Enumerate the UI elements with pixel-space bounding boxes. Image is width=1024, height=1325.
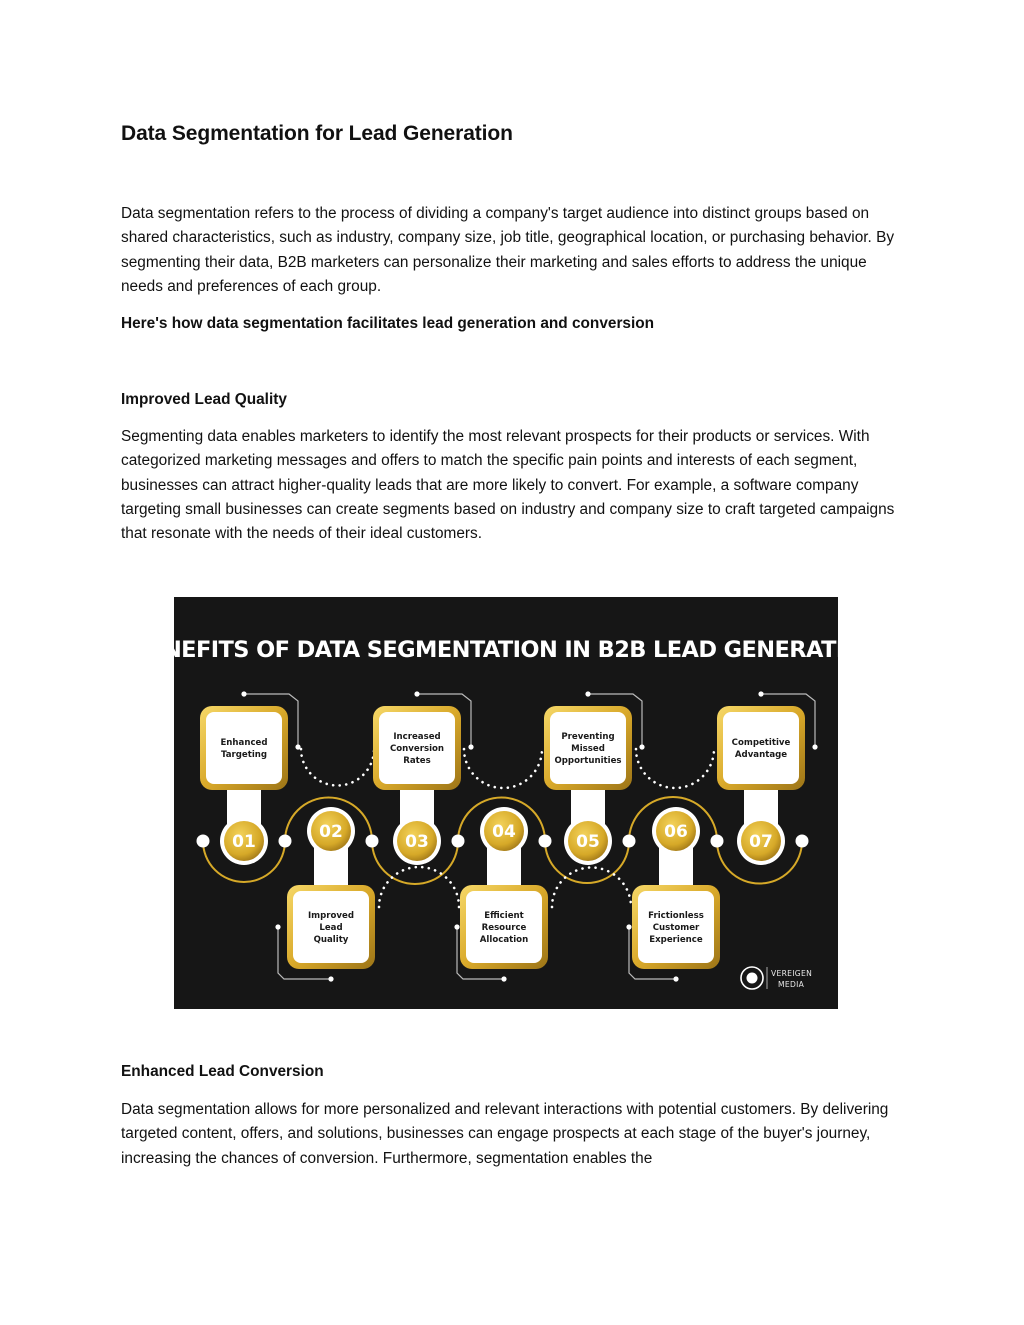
card-label-04-line-2: Resource xyxy=(481,923,527,933)
section-heading-enhanced-lead-conversion: Enhanced Lead Conversion xyxy=(121,1063,324,1080)
section-body-enhanced-lead-conversion: Data segmentation allows for more personalized and relevant interactions with potential customers. By delivering targeted content, offers, and solutions, businesses can engage prospects at each stage of the buyer's journey, increasing the chances of conversion. Furthermore, segmentation enables the xyxy=(121,1101,889,1167)
card-label-06-line-1: Frictionless xyxy=(648,911,704,921)
step-number-07: 07 xyxy=(749,832,773,852)
card-label-03-line-3: Rates xyxy=(403,756,431,766)
step-number-01: 01 xyxy=(232,832,256,852)
benefits-infographic xyxy=(131,597,881,1009)
card-label-03-line-2: Conversion xyxy=(389,744,445,754)
bracket-line-06-end-dot xyxy=(673,976,678,981)
connector-dot-3 xyxy=(366,835,379,848)
card-label-07-line-2: Advantage xyxy=(734,750,788,760)
bracket-line-01-end-dot xyxy=(295,744,300,749)
card-label-05-line-2: Missed xyxy=(571,744,605,754)
card-label-02-line-3: Quality xyxy=(313,935,349,945)
step-number-04: 04 xyxy=(492,822,516,842)
page-title: Data Segmentation for Lead Generation xyxy=(121,122,513,145)
card-label-05-line-1: Preventing xyxy=(561,732,615,742)
bracket-line-02-start-dot xyxy=(275,924,280,929)
card-label-02-line-2: Lead xyxy=(319,923,343,933)
connector-dot-8 xyxy=(796,835,809,848)
brand-name-line1: VEREIGEN xyxy=(771,969,813,978)
dotted-arc-top-2 xyxy=(464,749,542,788)
connector-dot-2 xyxy=(279,835,292,848)
card-label-05-line-3: Opportunities xyxy=(554,756,622,766)
connector-dot-7 xyxy=(711,835,724,848)
step-number-05: 05 xyxy=(576,832,600,852)
bracket-line-04-end-dot xyxy=(501,976,506,981)
lead-in-heading: Here's how data segmentation facilitates lead generation and conversion xyxy=(121,315,655,332)
connector-dot-4 xyxy=(452,835,465,848)
card-label-06-line-3: Experience xyxy=(649,935,703,945)
card-label-03-line-1: Increased xyxy=(393,732,441,742)
card-label-02-line-1: Improved xyxy=(307,911,355,921)
intro-paragraph: Data segmentation refers to the process of dividing a company's target audience into distinct groups based on shared characteristics, such as industry, company size, job title, geographical location, or purchasing behavior. By segmenting their data, B2B marketers can personalize their marketing and sales efforts to address the unique needs and preferences of each group. xyxy=(121,205,895,295)
bracket-line-05-start-dot xyxy=(585,691,590,696)
connector-dot-5 xyxy=(539,835,552,848)
card-label-04-line-1: Efficient xyxy=(484,911,524,921)
infographic-canvas xyxy=(131,597,881,1009)
connector-dot-6 xyxy=(623,835,636,848)
dotted-arc-bottom-2 xyxy=(552,868,631,908)
bracket-line-04-start-dot xyxy=(454,924,459,929)
card-label-01-line-2: Targeting xyxy=(220,750,268,760)
bracket-line-03-start-dot xyxy=(414,691,419,696)
bracket-line-02-end-dot xyxy=(328,976,333,981)
bracket-line-07-end-dot xyxy=(812,744,817,749)
infographic-title: BENEFITS OF DATA SEGMENTATION IN B2B LEAD GENERATION xyxy=(131,637,881,663)
card-01 xyxy=(206,712,282,784)
connector-dot-1 xyxy=(197,835,210,848)
bracket-line-05-end-dot xyxy=(639,744,644,749)
card-label-07-line-1: Competitive xyxy=(731,738,791,748)
step-number-06: 06 xyxy=(664,822,688,842)
step-number-03: 03 xyxy=(405,832,429,852)
bracket-line-07-start-dot xyxy=(758,691,763,696)
card-label-06-line-2: Customer xyxy=(652,923,700,933)
bracket-line-01-start-dot xyxy=(241,691,246,696)
step-number-02: 02 xyxy=(319,822,343,842)
bracket-line-06-start-dot xyxy=(626,924,631,929)
dotted-arc-top-3 xyxy=(636,749,714,788)
brand-name-line2: MEDIA xyxy=(778,980,805,989)
card-label-04-line-3: Allocation xyxy=(479,935,529,945)
brand-seal-inner xyxy=(747,973,758,984)
section-body-improved-lead-quality: Segmenting data enables marketers to identify the most relevant prospects for their products or services. With categorized marketing messages and offers to match the specific pain points and interests of each segment, businesses can attract higher-quality leads that are more likely to convert. For example, a software company targeting small businesses can create segments based on industry and company size to craft targeted campaigns that resonate with the needs of their ideal customers. xyxy=(121,428,895,543)
bracket-line-03-end-dot xyxy=(468,744,473,749)
dotted-arc-top-1 xyxy=(301,749,374,786)
card-label-01-line-1: Enhanced xyxy=(220,738,268,748)
dotted-arc-bottom-1 xyxy=(379,867,459,907)
card-07 xyxy=(723,712,799,784)
section-heading-improved-lead-quality: Improved Lead Quality xyxy=(121,391,287,408)
